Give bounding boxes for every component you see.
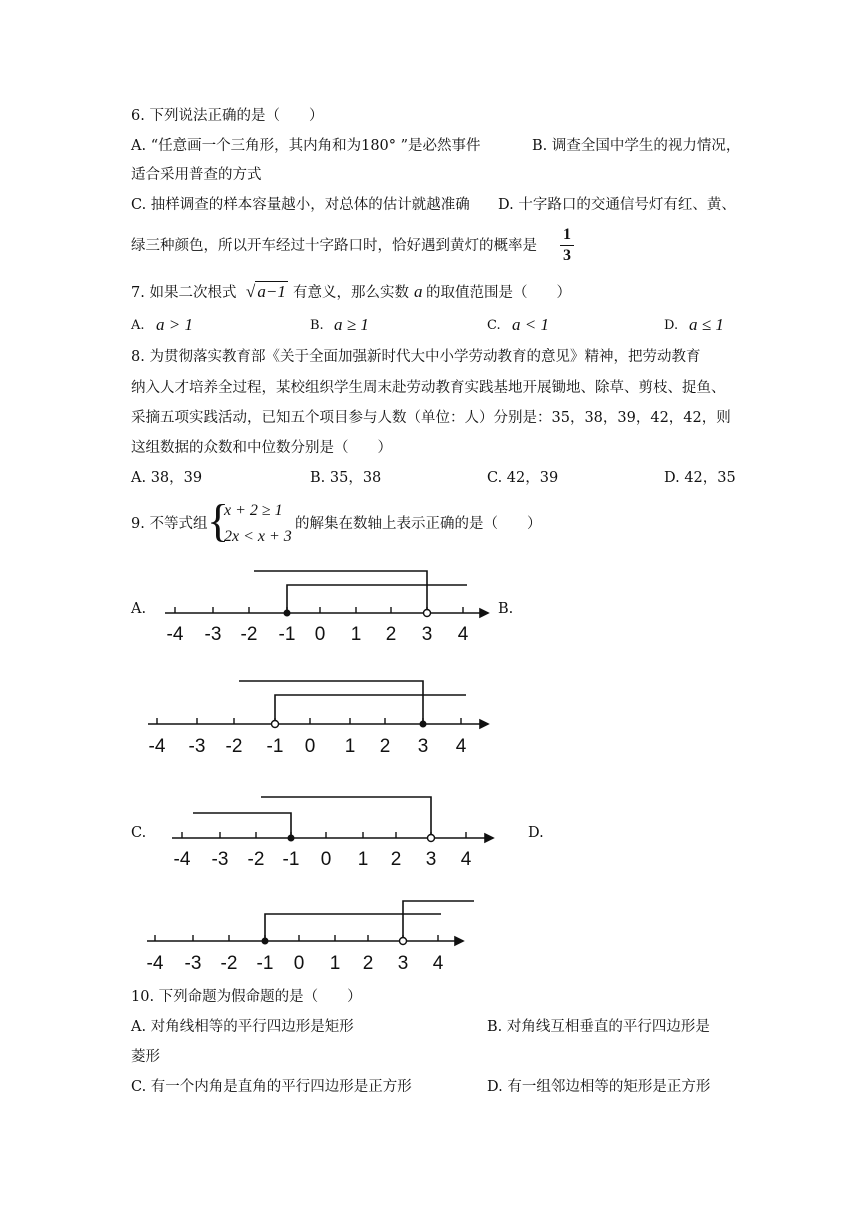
q8-line-3: 采摘五项实践活动，已知五个项目参与人数（单位：人）分别是：35，38，39，42，42，则: [131, 410, 731, 426]
q9-stem-pre: 9. 不等式组: [131, 516, 208, 532]
axis-tick-label: 3: [397, 953, 409, 974]
q6-stem: 6. 下列说法正确的是（ ）: [131, 108, 324, 124]
endpoint-markers: [262, 610, 435, 945]
axis-tick-label: 4: [455, 736, 467, 757]
axis-arrow-a: [480, 609, 488, 617]
axis-tick-label: 0: [304, 736, 316, 757]
axis-tick-label: 0: [293, 953, 305, 974]
open-dot-icon: [424, 610, 431, 617]
q9-option-b-label: B.: [498, 601, 514, 617]
axis-tick-label: 0: [320, 849, 332, 870]
axis-tick-label: -1: [278, 624, 296, 645]
solution-bracket-b-top: [239, 681, 423, 724]
q7-option-c-expr: a < 1: [512, 315, 549, 334]
q8-option-d: D. 42，35: [664, 470, 736, 486]
axis-tick-label: 3: [417, 736, 429, 757]
axis-tick-label: -2: [247, 849, 265, 870]
axis-tick-label: -4: [173, 849, 191, 870]
q7-option-d-letter: D.: [664, 318, 679, 333]
q10-stem: 10. 下列命题为假命题的是（ ）: [131, 989, 362, 1005]
axis-tick-label: 2: [390, 849, 402, 870]
closed-dot-icon: [420, 721, 427, 728]
axis-tick-label: 0: [314, 624, 326, 645]
q9-option-d-label: D.: [528, 825, 544, 841]
solution-bracket-a-bottom: [287, 585, 467, 613]
solution-bracket-d-left: [265, 914, 441, 941]
q6-option-b: B. 调查全国中学生的视力情况，: [532, 138, 741, 154]
axis-tick-label: -3: [204, 624, 222, 645]
axis-tick-label: -1: [266, 736, 284, 757]
q7-option-a-letter: A.: [131, 318, 145, 333]
q9-option-c-label: C.: [131, 825, 147, 841]
axis-tick-label: -3: [188, 736, 206, 757]
q10-option-a: A. 对角线相等的平行四边形是矩形: [131, 1019, 354, 1035]
q7-option-b-expr: a ≥ 1: [334, 315, 369, 334]
solution-bracket-c-right: [261, 797, 431, 838]
q7-var: a: [414, 282, 423, 301]
solution-bracket-b-bottom: [275, 695, 466, 724]
open-dot-icon: [400, 938, 407, 945]
axis-tick-label: -1: [282, 849, 300, 870]
q6-option-c: C. 抽样调查的样本容量越小，对总体的估计就越准确: [131, 197, 470, 213]
q8-line-4: 这组数据的众数和中位数分别是（ ）: [131, 440, 392, 456]
q8-line-1: 8. 为贯彻落实教育部《关于全面加强新时代大中小学劳动教育的意见》精神，把劳动教育: [131, 349, 701, 365]
q8-option-a: A. 38，39: [131, 470, 203, 486]
q8-line-2: 纳入人才培养全过程，某校组织学生周末赴劳动教育实践基地开展锄地、除草、剪枝、捉鱼、: [131, 380, 726, 396]
q6-option-d: D. 十字路口的交通信号灯有红、黄、: [498, 197, 736, 213]
axis-tick-label: -3: [184, 953, 202, 974]
axis-arrow-c: [485, 834, 493, 842]
q8-option-b: B. 35，38: [310, 470, 382, 486]
axis-tick-label: 4: [457, 624, 469, 645]
q7-option-c-letter: C.: [487, 318, 501, 333]
q7-stem-post: 的取值范围是（ ）: [426, 285, 571, 301]
axis-tick-label: -2: [220, 953, 238, 974]
q7-stem-mid: 有意义，那么实数: [293, 285, 409, 301]
axis-tick-label: -1: [256, 953, 274, 974]
axis-tick-label: 1: [350, 624, 362, 645]
q9-option-a-label: A.: [131, 601, 147, 617]
q8-option-c: C. 42，39: [487, 470, 559, 486]
system-brace-icon: {: [207, 495, 230, 546]
open-dot-icon: [272, 721, 279, 728]
closed-dot-icon: [284, 610, 291, 617]
q7-option-a-expr: a > 1: [156, 315, 193, 334]
axis-tick-label: 4: [432, 953, 444, 974]
q7-stem-pre: 7. 如果二次根式: [131, 285, 237, 301]
axis-tick-label: -4: [146, 953, 164, 974]
radical-sign-icon: √: [246, 282, 256, 301]
q7-radicand: a−1: [257, 282, 286, 301]
solution-bracket-a-top: [254, 571, 427, 613]
open-dot-icon: [428, 835, 435, 842]
q6-option-b-cont: 适合采用普查的方式: [131, 167, 262, 183]
solution-bracket-c-left: [193, 813, 291, 838]
fraction-numerator: 1: [563, 226, 571, 243]
closed-dot-icon: [262, 938, 269, 945]
closed-dot-icon: [288, 835, 295, 842]
axis-tick-label: -4: [148, 736, 166, 757]
axis-tick-label: 2: [385, 624, 397, 645]
axis-tick-label: 2: [379, 736, 391, 757]
axis-tick-label: 1: [357, 849, 369, 870]
q10-option-c: C. 有一个内角是直角的平行四边形是正方形: [131, 1079, 412, 1095]
q9-stem-post: 的解集在数轴上表示正确的是（ ）: [295, 516, 542, 532]
fraction-denominator: 3: [563, 247, 571, 264]
q10-option-b: B. 对角线互相垂直的平行四边形是: [487, 1019, 710, 1035]
axis-tick-label: 3: [425, 849, 437, 870]
q9-inequality-1: x + 2 ≥ 1: [224, 502, 283, 519]
q10-option-d: D. 有一组邻边相等的矩形是正方形: [487, 1079, 711, 1095]
axis-tick-label: -3: [211, 849, 229, 870]
q7-option-d-expr: a ≤ 1: [689, 315, 724, 334]
q7-option-b-letter: B.: [310, 318, 324, 333]
axis-tick-label: 1: [344, 736, 356, 757]
q6-option-d-cont: 绿三种颜色，所以开车经过十字路口时，恰好遇到黄灯的概率是: [131, 238, 537, 254]
axis-tick-label: 1: [329, 953, 341, 974]
axis-tick-label: 4: [460, 849, 472, 870]
axis-tick-label: 2: [362, 953, 374, 974]
axis-arrow-d: [455, 937, 463, 945]
axis-tick-label: 3: [421, 624, 433, 645]
axis-tick-label: -2: [240, 624, 258, 645]
q9-inequality-2: 2x < x + 3: [224, 528, 292, 545]
q6-option-a: A. “任意画一个三角形，其内角和为180° ”是必然事件: [131, 138, 481, 154]
axis-tick-label: -4: [166, 624, 184, 645]
axis-tick-label: -2: [225, 736, 243, 757]
axis-arrow-b: [480, 720, 488, 728]
q10-option-b-cont: 菱形: [131, 1049, 160, 1065]
